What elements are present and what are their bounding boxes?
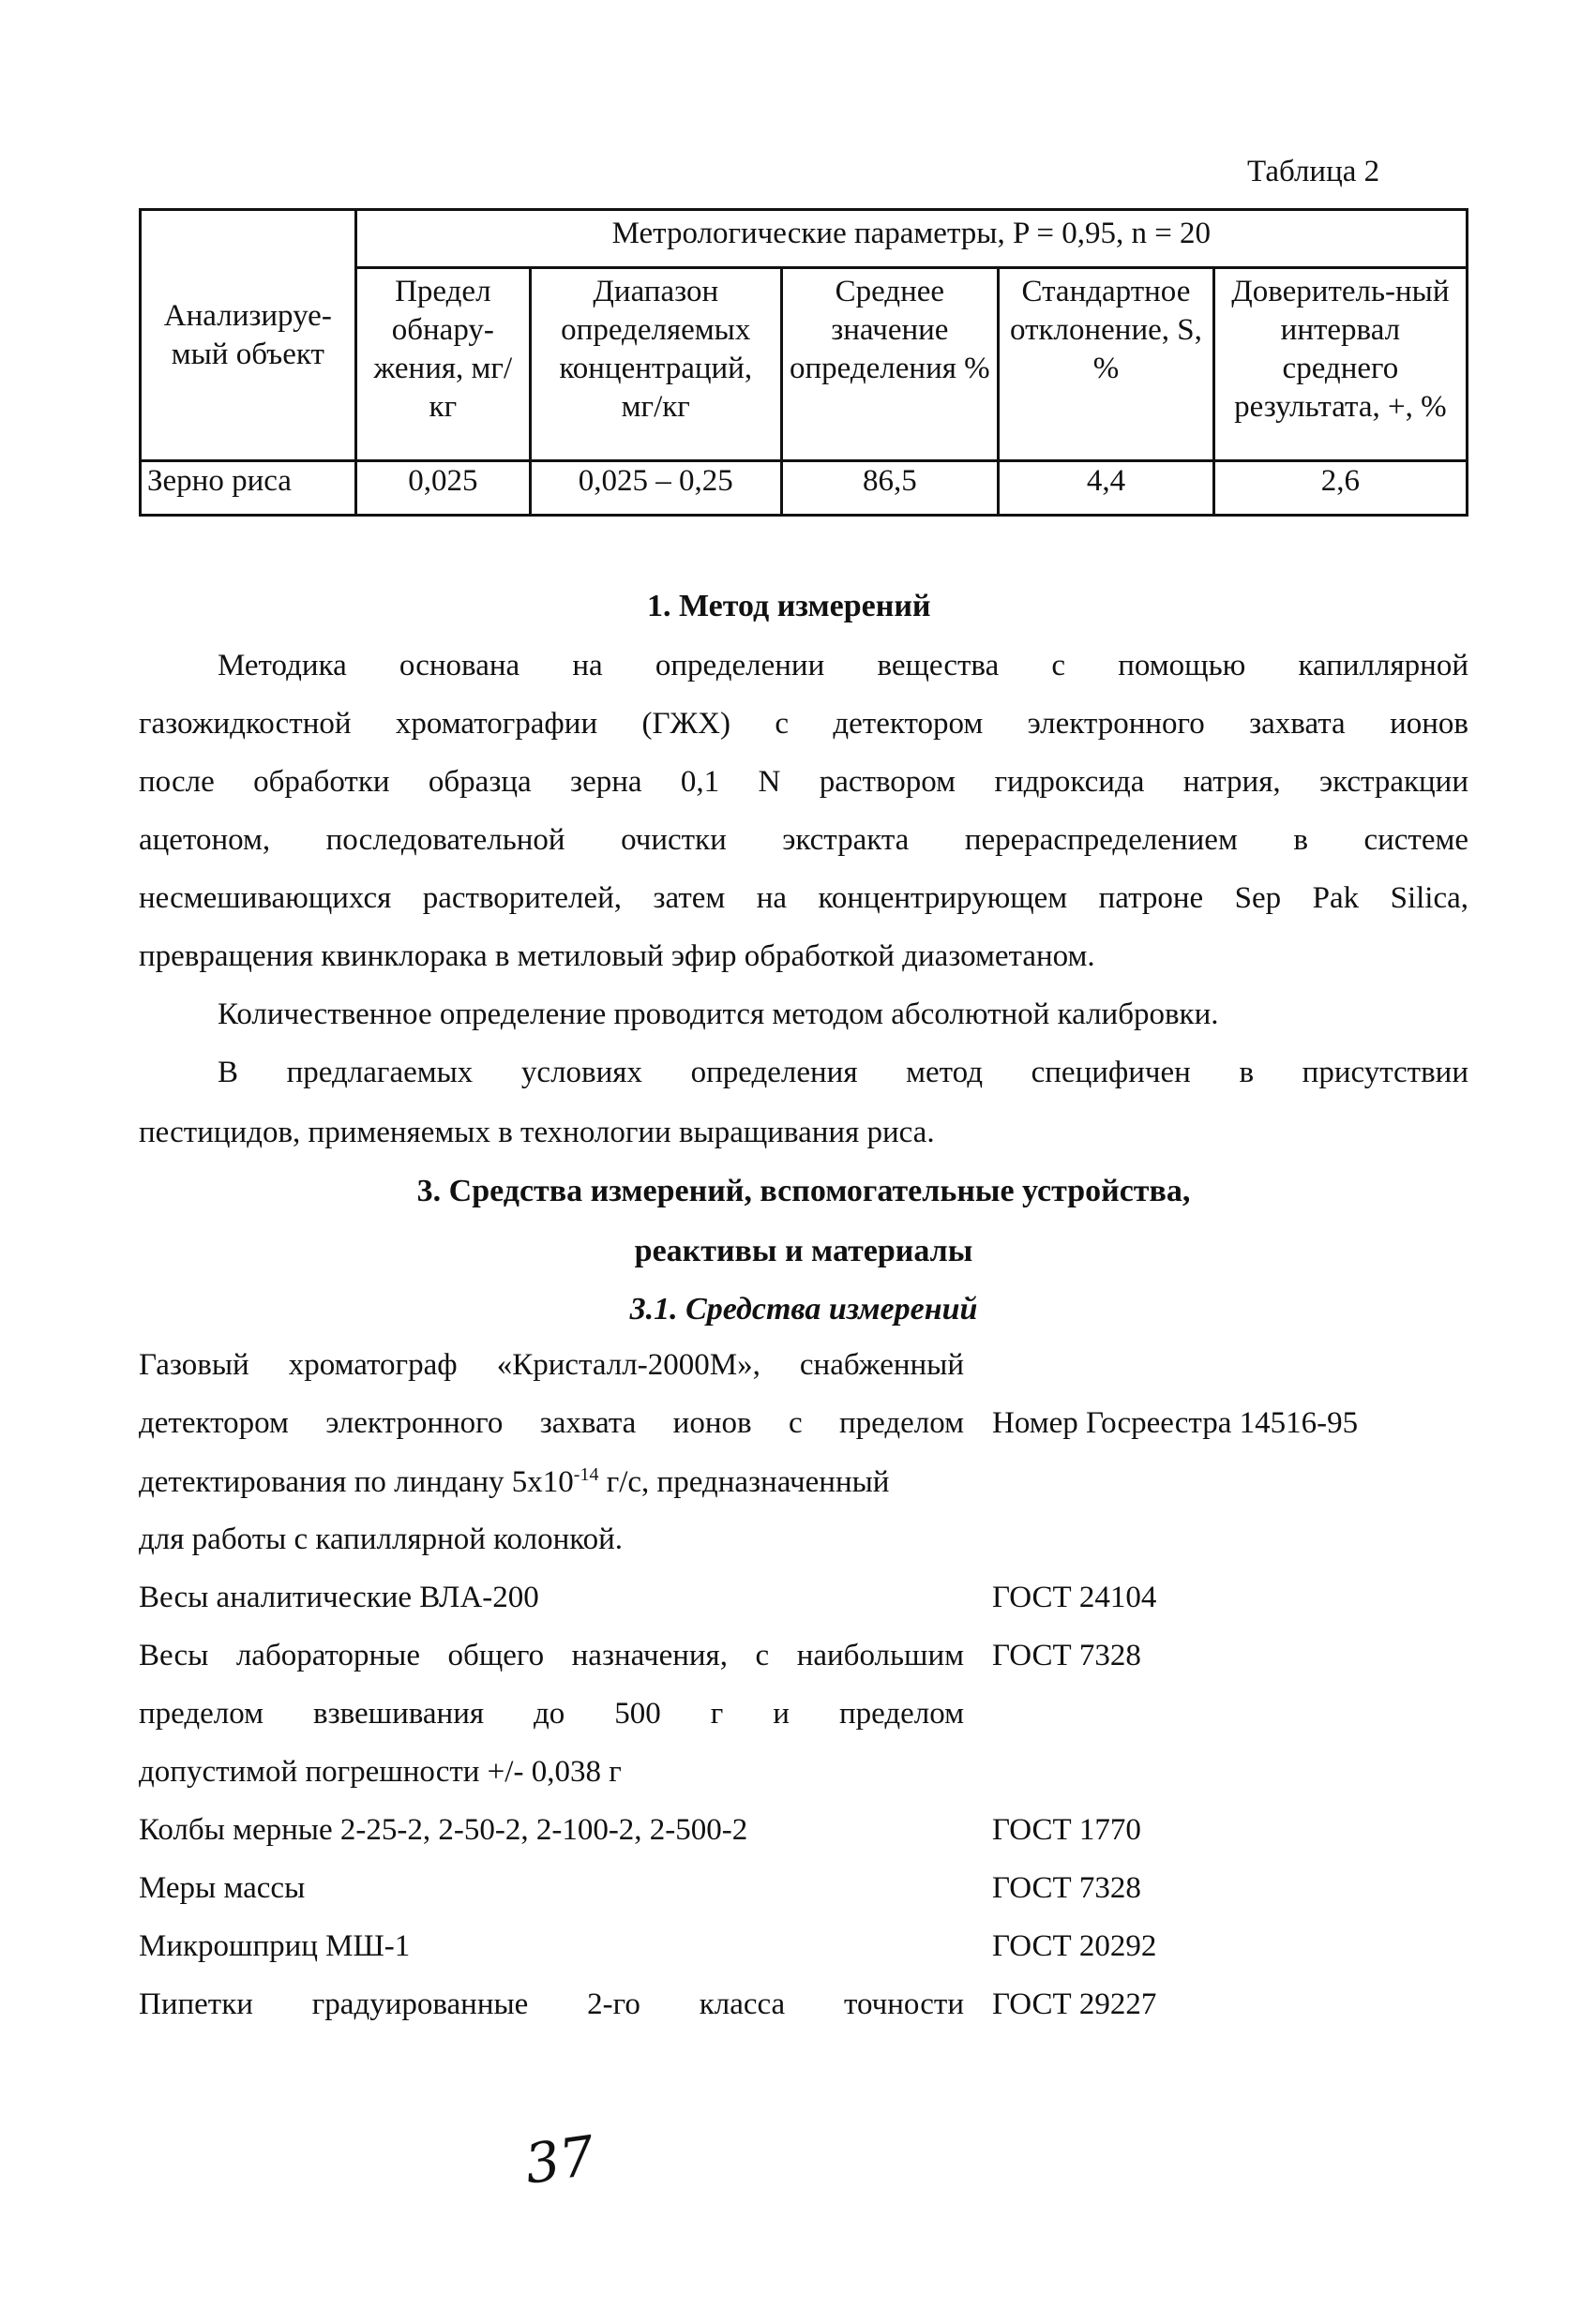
pipettes-ref: ГОСТ 29227 bbox=[992, 1987, 1157, 2021]
header-object: Анализируе-мый объект bbox=[141, 210, 356, 461]
s1-paragraph-2: Количественное определение проводится методом абсолютной калибровки. bbox=[218, 997, 1219, 1031]
scales-line-3: допустимой погрешности +/- 0,038 г bbox=[139, 1755, 622, 1789]
header-col-2: Диапазон определяемых концентраций, мг/кг bbox=[531, 268, 782, 461]
item1-line-4: для работы с капиллярной колонкой. bbox=[139, 1522, 623, 1556]
header-col-3: Среднее значение определения % bbox=[781, 268, 999, 461]
list-item-ref: ГОСТ 24104 bbox=[992, 1581, 1157, 1614]
list-item: Весы аналитические ВЛА-200 bbox=[139, 1581, 539, 1614]
page-number: 37 bbox=[520, 2123, 599, 2197]
pipettes-line: Пипетки градуированные 2-го класса точности bbox=[139, 1987, 964, 2021]
header-col-4: Стандартное отклонение, S, % bbox=[999, 268, 1214, 461]
item1-line-3: детектирования по линдану $5x10^{-14}$ г/с, предназначенный bbox=[139, 1464, 890, 1499]
item1-line-1: Газовый хроматограф «Кристалл-2000М», снабженный bbox=[139, 1348, 964, 1382]
cell-object: Зерно риса bbox=[141, 461, 356, 516]
s1-line-2: газожидкостной хроматографии (ГЖХ) с детектором электронного захвата ионов bbox=[139, 707, 1468, 741]
cell-value: 0,025 – 0,25 bbox=[531, 461, 782, 516]
s1-line-4: ацетоном, последовательной очистки экстракта перераспределением в системе bbox=[139, 823, 1468, 857]
list-item-ref: ГОСТ 7328 bbox=[992, 1871, 1141, 1905]
section1-heading: 1. Метод измерений bbox=[647, 589, 931, 623]
item1-ref: Номер Госреестра 14516-95 bbox=[992, 1406, 1359, 1440]
s1-p3-line-1: В предлагаемых условиях определения метод специфичен в присутствии bbox=[218, 1056, 1468, 1089]
subsection-heading: 3.1. Средства измерений bbox=[629, 1292, 978, 1327]
section3-heading-2: реактивы и материалы bbox=[634, 1234, 973, 1268]
scales-line-1: Весы лабораторные общего назначения, с наибольшим bbox=[139, 1639, 964, 1672]
s1-line-3: после обработки образца зерна 0,1 N раствором гидроксида натрия, экстракции bbox=[139, 765, 1468, 799]
scales-line-2: пределом взвешивания до 500 г и пределом bbox=[139, 1697, 964, 1731]
s1-line-1: Методика основана на определении вещества с помощью капиллярной bbox=[218, 649, 1468, 682]
metrology-table bbox=[139, 208, 1468, 517]
cell-value: 0,025 bbox=[355, 461, 530, 516]
table-row bbox=[141, 461, 1468, 516]
header-col-1: Предел обнару-жения, мг/кг bbox=[355, 268, 530, 461]
cell-value: 4,4 bbox=[999, 461, 1214, 516]
list-item-ref: ГОСТ 20292 bbox=[992, 1929, 1157, 1963]
list-item: Колбы мерные 2-25-2, 2-50-2, 2-100-2, 2-500-2 bbox=[139, 1813, 748, 1847]
s1-line-5: несмешивающихся растворителей, затем на концентрирующем патроне Sep Pak Silica, bbox=[139, 881, 1468, 915]
list-item: Меры массы bbox=[139, 1871, 306, 1905]
list-item: Микрошприц МШ-1 bbox=[139, 1929, 411, 1963]
cell-value: 2,6 bbox=[1213, 461, 1467, 516]
scales-ref: ГОСТ 7328 bbox=[992, 1639, 1141, 1672]
s1-p3-line-2: пестицидов, применяемых в технологии выращивания риса. bbox=[139, 1116, 935, 1149]
header-group: Метрологические параметры, P = 0,95, n = 20 bbox=[355, 210, 1467, 268]
cell-value: 86,5 bbox=[781, 461, 999, 516]
section3-heading-1: 3. Средства измерений, вспомогательные устройства, bbox=[416, 1174, 1191, 1208]
header-col-5: Доверитель-ный интервал среднего результата, +, % bbox=[1213, 268, 1467, 461]
s1-line-6: превращения квинклорака в метиловый эфир обработкой диазометаном. bbox=[139, 939, 1095, 973]
list-item-ref: ГОСТ 1770 bbox=[992, 1813, 1141, 1847]
item1-line-2: детектором электронного захвата ионов с пределом bbox=[139, 1406, 964, 1440]
table-caption: Таблица 2 bbox=[1247, 155, 1380, 188]
